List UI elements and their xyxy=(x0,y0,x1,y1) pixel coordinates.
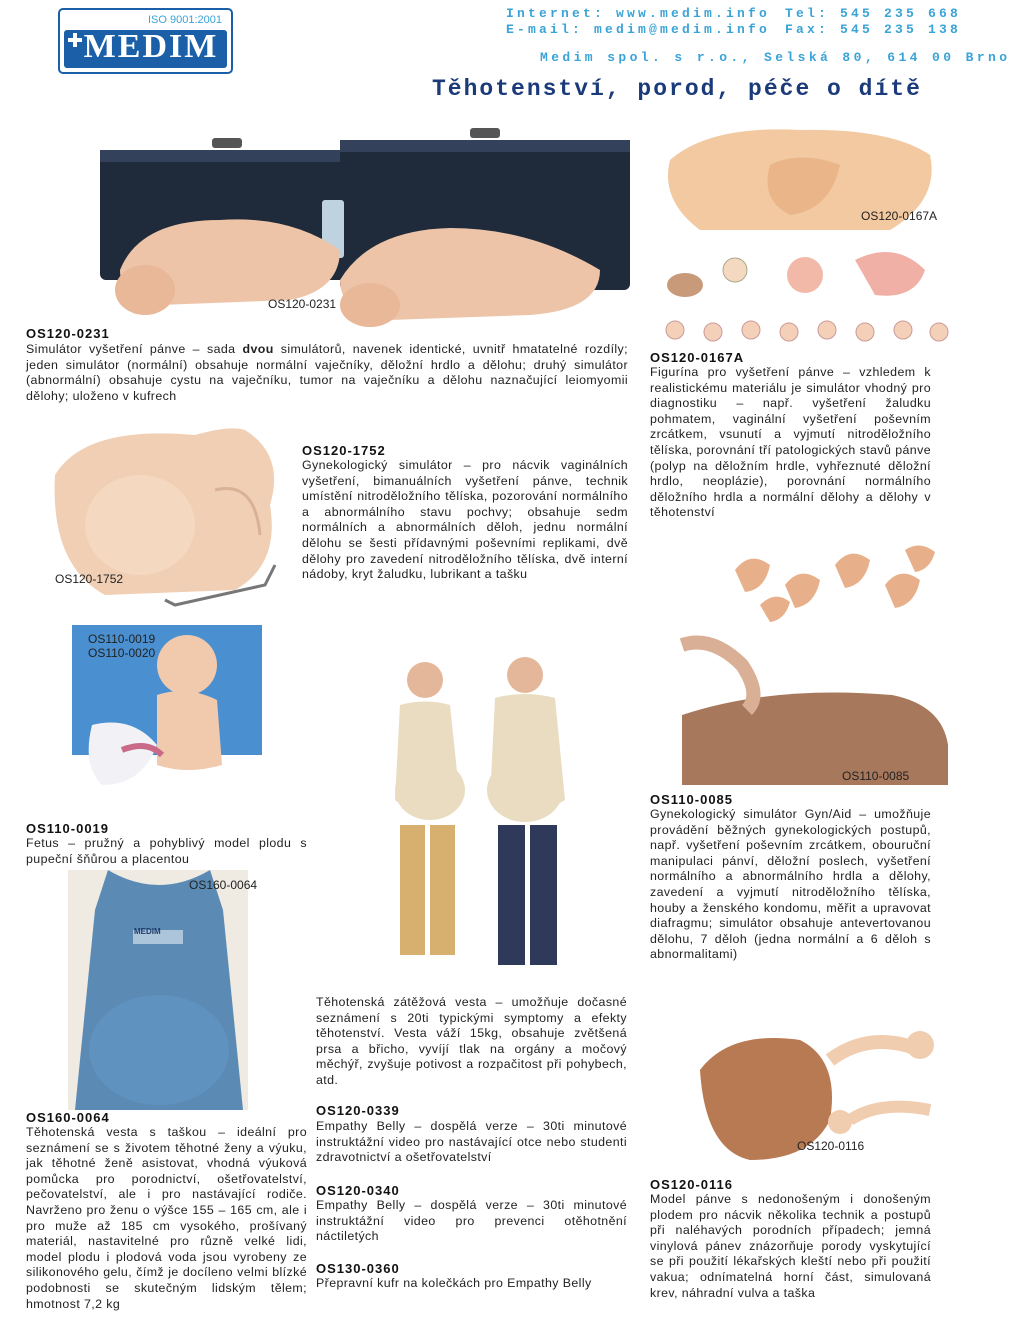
pelvic-simulator-cases-image xyxy=(100,120,640,330)
empathy-belly-people-image xyxy=(360,650,600,980)
tel-line xyxy=(785,6,961,21)
desc-part: simulátorů, navenek identické, uvnitř hmatatelné rozdíly; jeden simulátor (normální) obsahuje normální vaječníky, děložní hrdlo a dělohu; druhý simulátor (abnormální) obsahuje cystu na vaječníku, tumor na vaječníku a dělohu naznačující leiomyomii dělohy; uloženo v kufrech xyxy=(26,342,628,403)
product-code-os120-0116: OS120-0116 xyxy=(650,1177,734,1192)
gyn-aid-simulator-image xyxy=(652,625,948,785)
image-label-os110-0085: OS110-0085 xyxy=(842,769,910,783)
product-description-os120-0167a: Figurína pro vyšetření pánve – vzhledem k realistickému materiálu je simulátor vhodný pro diagnostiku – např. vyšetření žaludku pohmatem, vaginální vyšetření poševním zrcátkem, vsunutí a vyjmutí nitroděložního tělíska, porovnání tří patologických stavů pánve (polyp na děložním hrdle, vyhřeznuté děložní hrdlo, neoplázie), porovnání normálního děložního hrdla a normální dělohy a dělohy v těhotenství xyxy=(650,365,931,520)
product-code-os160-0064: OS160-0064 xyxy=(26,1110,110,1125)
fax-line xyxy=(785,22,961,37)
logo-text: MEDIM xyxy=(83,28,219,65)
product-code-os120-0167a: OS120-0167A xyxy=(650,350,745,365)
pregnancy-vest-image xyxy=(48,870,270,1110)
iso-label: ISO 9001:2001 xyxy=(148,14,223,26)
email-label: E-mail: xyxy=(506,22,584,37)
email-link[interactable]: medim@medim.info xyxy=(594,22,771,37)
product-description-os120-0339: Empathy Belly – dospělá verze – 30ti minutové instruktážní video pro nastávající otce nebo studenti zdravotnictví a ošetřovatelství xyxy=(316,1119,627,1165)
image-label-os160-0064: OS160-0064 xyxy=(189,878,258,892)
internet-label: Internet: xyxy=(506,6,606,21)
internet-line xyxy=(506,6,770,21)
product-code-os120-1752: OS120-1752 xyxy=(302,443,386,458)
product-code-os120-0231: OS120-0231 xyxy=(26,326,110,341)
image-label-os120-0231: OS120-0231 xyxy=(268,297,337,311)
image-label-os110-0020-text: OS110-0020 xyxy=(88,646,156,660)
product-description-os120-0340: Empathy Belly – dospělá verze – 30ti minutové instruktážní video pro prevenci otěhotnění náctiletých xyxy=(316,1198,627,1244)
product-description-os110-0019: Fetus – pružný a pohyblivý model plodu s pupeční šňůrou a placentou xyxy=(26,836,307,866)
website-link[interactable]: www.medim.info xyxy=(616,6,771,21)
desc-bold: dvou xyxy=(242,342,274,356)
image-label-os120-0116: OS120-0116 xyxy=(797,1139,865,1153)
fax-label: Fax: xyxy=(785,22,830,37)
email-line xyxy=(506,22,770,37)
product-description-os120-0231 xyxy=(26,342,628,404)
product-description-os130-0360: Přepravní kufr na kolečkách pro Empathy Belly xyxy=(316,1276,592,1290)
image-label-os120-0167a: OS120-0167A xyxy=(861,209,938,223)
tel-label: Tel: xyxy=(785,6,830,21)
fax-value: 545 235 138 xyxy=(840,22,962,37)
product-code-os110-0085: OS110-0085 xyxy=(650,792,734,807)
product-code-os120-0339: OS120-0339 xyxy=(316,1103,400,1118)
product-description-os110-0085: Gynekologický simulátor Gyn/Aid – umožňuje provádění běžných gynekologických postupů, např. vyšetření poševním zrcátkem, obouruční manipulaci pánví, děložní poslech, vyšetření normálního a abnormálního hrdla a dělohy, zavedení a vyjmutí nitroděložního tělíska, houby a ženského kondomu, měřit a upravovat diafragmu; simulátor obsahuje antevertovanou dělohu, 7 děloh (jedna normální a 6 děloh s abnormalitami) xyxy=(650,807,931,962)
image-label-os110-0019: OS110-0019 xyxy=(88,632,156,646)
uterus-models-image xyxy=(725,540,945,625)
product-code-os110-0019: OS110-0019 xyxy=(26,821,110,836)
company-address: Medim spol. s r.o., Selská 80, 614 00 Brno xyxy=(540,50,1010,65)
product-description-os120-1752: Gynekologický simulátor – pro nácvik vaginálních vyšetření, bimanuálních vyšetření pánve, technik umístění nitroděložního tělíska, pozorování normálního a abnormálního stavu pochvy; obsahuje sedm normálních a abnormálních děloh, jednu normální dělohu se šesti přídavnými poševními replikami, dvě dělohy pro zavedení nitroděložního tělíska, dvě interní nádoby, kryt žaludku, lubrikant a tašku xyxy=(302,458,628,582)
empathy-belly-intro: Těhotenská zátěžová vesta – umožňuje dočasné seznámení s 20ti typickými symptomy a efekty těhotenství. Vesta váží 15kg, obsahuje zvětšená prsa a břicho, vyvíjí tlak na orgány a močový měchýř, zvyšuje potivost a rozpačitost při pohybech, atd. xyxy=(316,995,627,1087)
product-code-os130-0360: OS130-0360 xyxy=(316,1261,400,1276)
tel-value: 545 235 668 xyxy=(840,6,962,21)
product-description-os160-0064: Těhotenská vesta s taškou – ideální pro seznámení se s životem těhotné ženy a výuku, jak těhotné ženě asistovat, vhodná výuková pomůcka pro porodnictví, ošetřovatelství, pečovatelství, ale i pro nastávající rodiče. Navrženo pro ženu o výšce 155 – 165 cm, ale i pro muže až 185 cm vysokého, prošívaný materiál, nastavitelné pro různě velké lidi, model plodu i plodová voda jsou vyrobeny ze silikonového gelu, čímž je docíleno velmi blízké podobnosti se skutečným lidským tělem; hmotnost 7,2 kg xyxy=(26,1125,307,1311)
page-title: Těhotenství, porod, péče o dítě xyxy=(432,76,922,102)
vest-logo-text: MEDIM xyxy=(134,927,161,936)
image-label-os120-1752: OS120-1752 xyxy=(55,572,124,586)
pelvic-accessories-image xyxy=(655,240,955,346)
product-description-os120-0116: Model pánve s nedonošeným i donošeným plodem pro nácvik několika technik a postupů při naléhavých porodních případech; jemná vinylová pánev znázorňuje porody vyskytující se při použití lékařských kleští nebo při použití vakua; odnímatelná horní část, simulovaná krev, náhradní vulva a taška xyxy=(650,1192,931,1300)
desc-part: Simulátor vyšetření pánve – sada xyxy=(26,342,243,356)
product-code-os120-0340: OS120-0340 xyxy=(316,1183,400,1198)
